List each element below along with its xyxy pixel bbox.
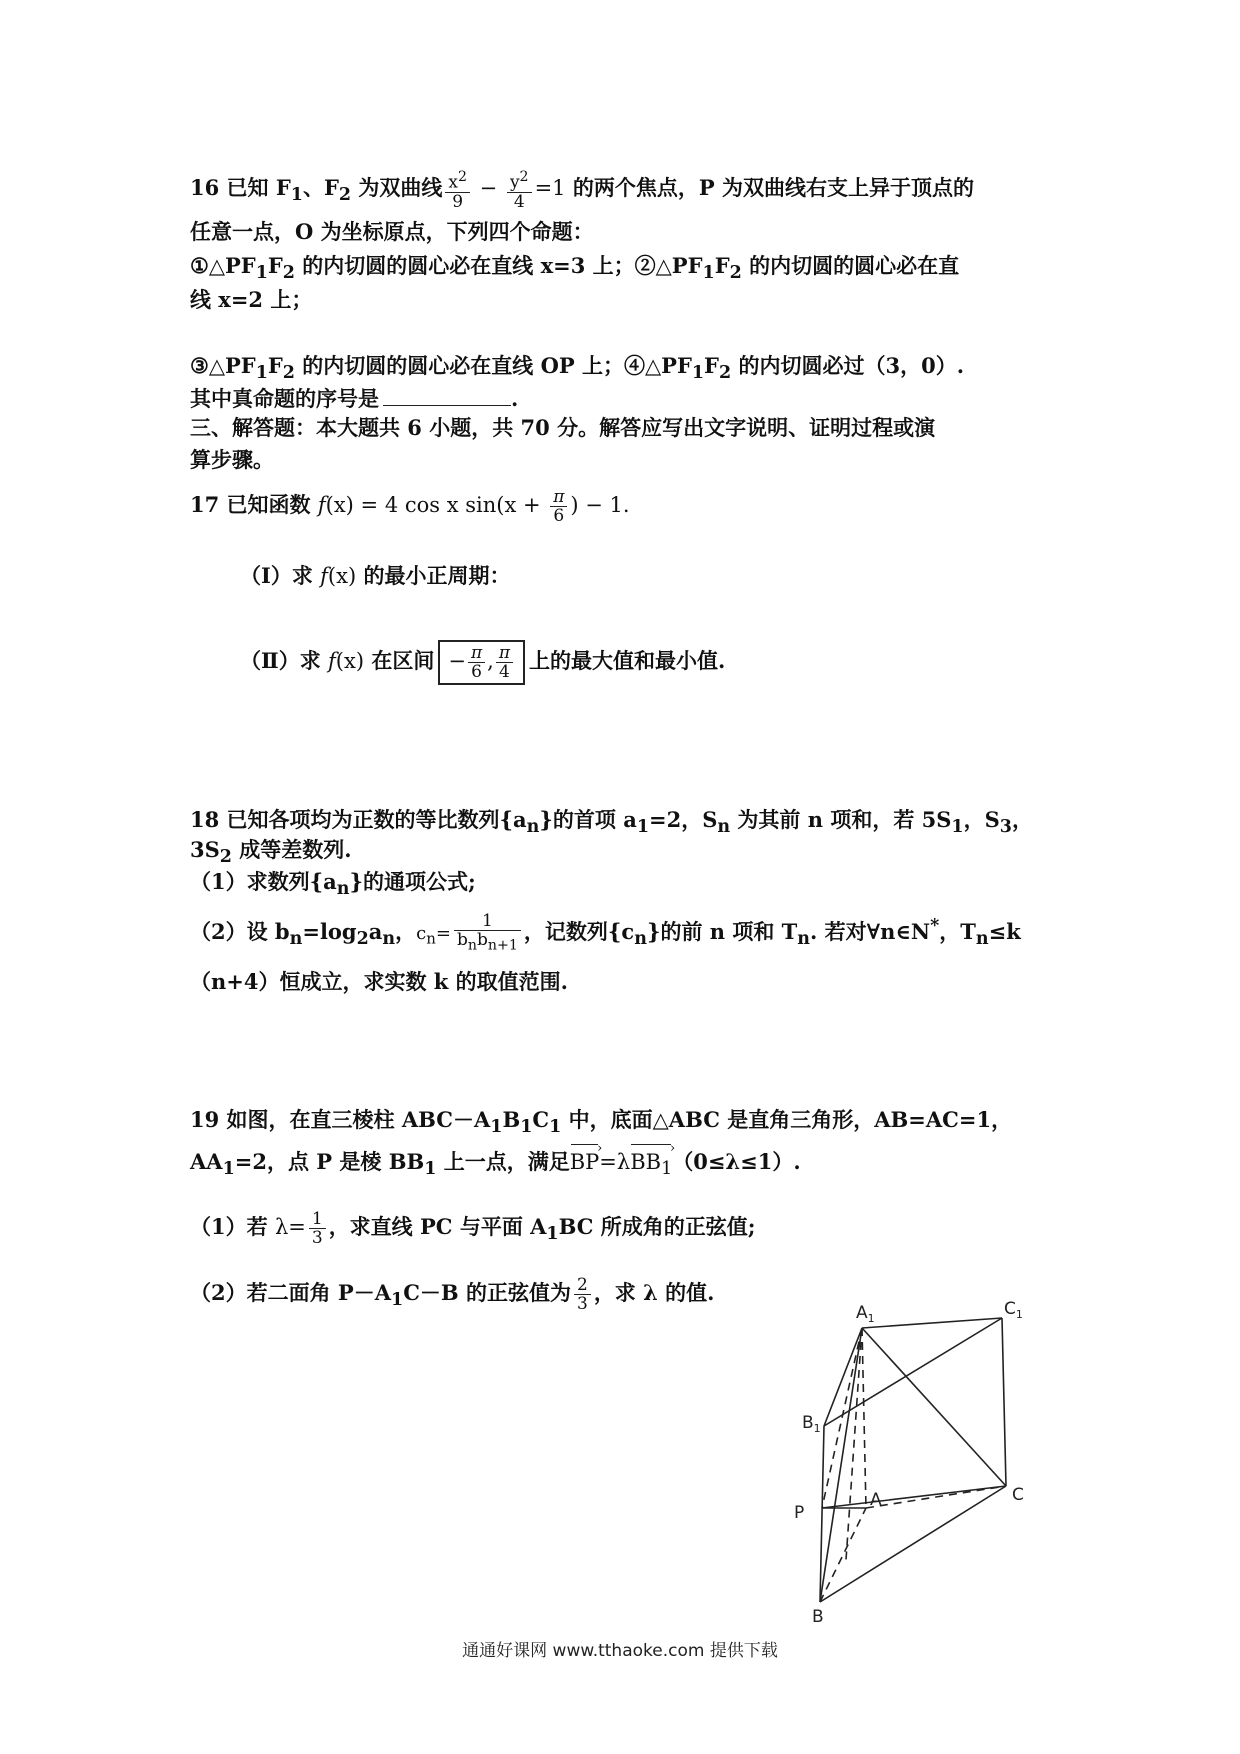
edge-a1a-hidden: [862, 1328, 866, 1508]
q16-line4: 线 x=2 上；: [190, 287, 313, 312]
label-a: A: [870, 1490, 882, 1510]
q18-part1: （1）求数列$\{a_n\}$的通项公式;: [190, 869, 476, 900]
q18-line1: 18 已知各项均为正数的等比数列$\{a_n\}$的首项 $a_1=2$，$S_n$ 为其前 n 项和，若 $5S_1$，$S_3$，: [190, 807, 1033, 838]
answer-blank: [383, 385, 511, 406]
line-a1c: [862, 1328, 1006, 1486]
q16-line3: $①\triangle PF_1F_2$ 的内切圆的圆心必在直线 x=3 上；$②\triangle PF_1F_2$ 的内切圆的圆心必在直: [190, 253, 960, 284]
q18-part2: （2）设 $b_n=\log_2a_n$，$c_n=$ $\frac{1}{b_nb_{n+1}}$ ，记数列$\{c_n\}$的前 n 项和 $T_n$. 若对∀n∈N*，$T_n\le k$: [190, 911, 1021, 954]
label-b1: $B_1$: [802, 1413, 821, 1435]
label-b: B: [812, 1607, 824, 1627]
q17-function: 17 已知函数 f(x) = 4 cos x sin(x + $\frac{\pi}{6}$ ) − 1.: [190, 487, 630, 526]
q19-part2: （2）若二面角 $P-A_1C-B$ 的正弦值为 $\frac{2}{3}$ ，求 λ 的值.: [190, 1275, 715, 1314]
interval-bracket: − $\frac{\pi}{6}$ , $\frac{\pi}{4}$: [438, 640, 525, 685]
page-footer: 通通好课网 www.tthaoke.com 提供下载: [462, 1641, 778, 1661]
q17-part2: （Ⅱ）求 f(x) 在区间 − $\frac{\pi}{6}$ , $\frac{\pi}{4}$ 上的最大值和最小值.: [240, 640, 725, 685]
hyperbola-fraction-y: $\frac{y^2}{4}$: [507, 168, 532, 211]
q17-part1: （Ⅰ）求 f(x) 的最小正周期：: [240, 563, 511, 588]
q19-line2: $AA_1=2$，点 P 是棱 $BB_1$ 上一点，满足BP ›=λBB$_1$ ›（0≤λ≤1）.: [190, 1144, 801, 1183]
q16-line6: 其中真命题的序号是 .: [190, 386, 519, 411]
two-thirds-fraction: $\frac{2}{3}$: [574, 1276, 591, 1313]
cn-fraction: $\frac{1}{b_nb_{n+1}}$: [454, 912, 521, 954]
edge-c1c: [1002, 1318, 1006, 1486]
q16-line1: 16 已知 $F_1$、$F_2$ 为双曲线 $\frac{x^2}{9}$ − $\frac{y^2}{4}$ =1 的两个焦点，P 为双曲线右支上异于顶点的: [190, 169, 974, 212]
q18-line2: $3S_2$ 成等差数列.: [190, 837, 352, 868]
q18-line4: （n+4）恒成立，求实数 k 的取值范围.: [190, 969, 568, 994]
edge-b1c1: [824, 1318, 1002, 1426]
label-p: P: [794, 1503, 805, 1523]
section3-line2: 算步骤。: [190, 447, 274, 472]
vector-bp: BP ›: [570, 1144, 600, 1176]
vector-bb1: $BB_1$ ›: [630, 1144, 672, 1183]
edge-a1c1: [862, 1318, 1002, 1328]
one-third-fraction: $\frac{1}{3}$: [309, 1210, 326, 1247]
q16-line5: $③\triangle PF_1F_2$ 的内切圆的圆心必在直线 OP 上；$④\triangle PF_1F_2$ 的内切圆必过（3，0）.: [190, 353, 965, 384]
q19-line1: 19 如图，在直三棱柱 $ABC-A_1B_1C_1$ 中，底面△ABC 是直角三角形，AB=AC=1，: [190, 1107, 1013, 1138]
section3-line1: 三、解答题：本大题共 6 小题，共 70 分。解答应写出文字说明、证明过程或演: [190, 415, 936, 440]
prism-figure: [790, 1300, 1050, 1630]
label-c1: $C_1$: [1004, 1300, 1023, 1321]
label-c: C: [1012, 1485, 1024, 1505]
label-a1: $A_1$: [856, 1303, 875, 1325]
q16-line2: 任意一点，O 为坐标原点，下列四个命题：: [190, 219, 594, 244]
hyperbola-fraction-x: $\frac{x^2}{9}$: [445, 168, 470, 211]
pi-over-6: $\frac{\pi}{6}$: [550, 488, 567, 525]
q19-part1: （1）若 λ= $\frac{1}{3}$ ，求直线 PC 与平面 $A_1BC$ 所成角的正弦值;: [190, 1209, 756, 1248]
